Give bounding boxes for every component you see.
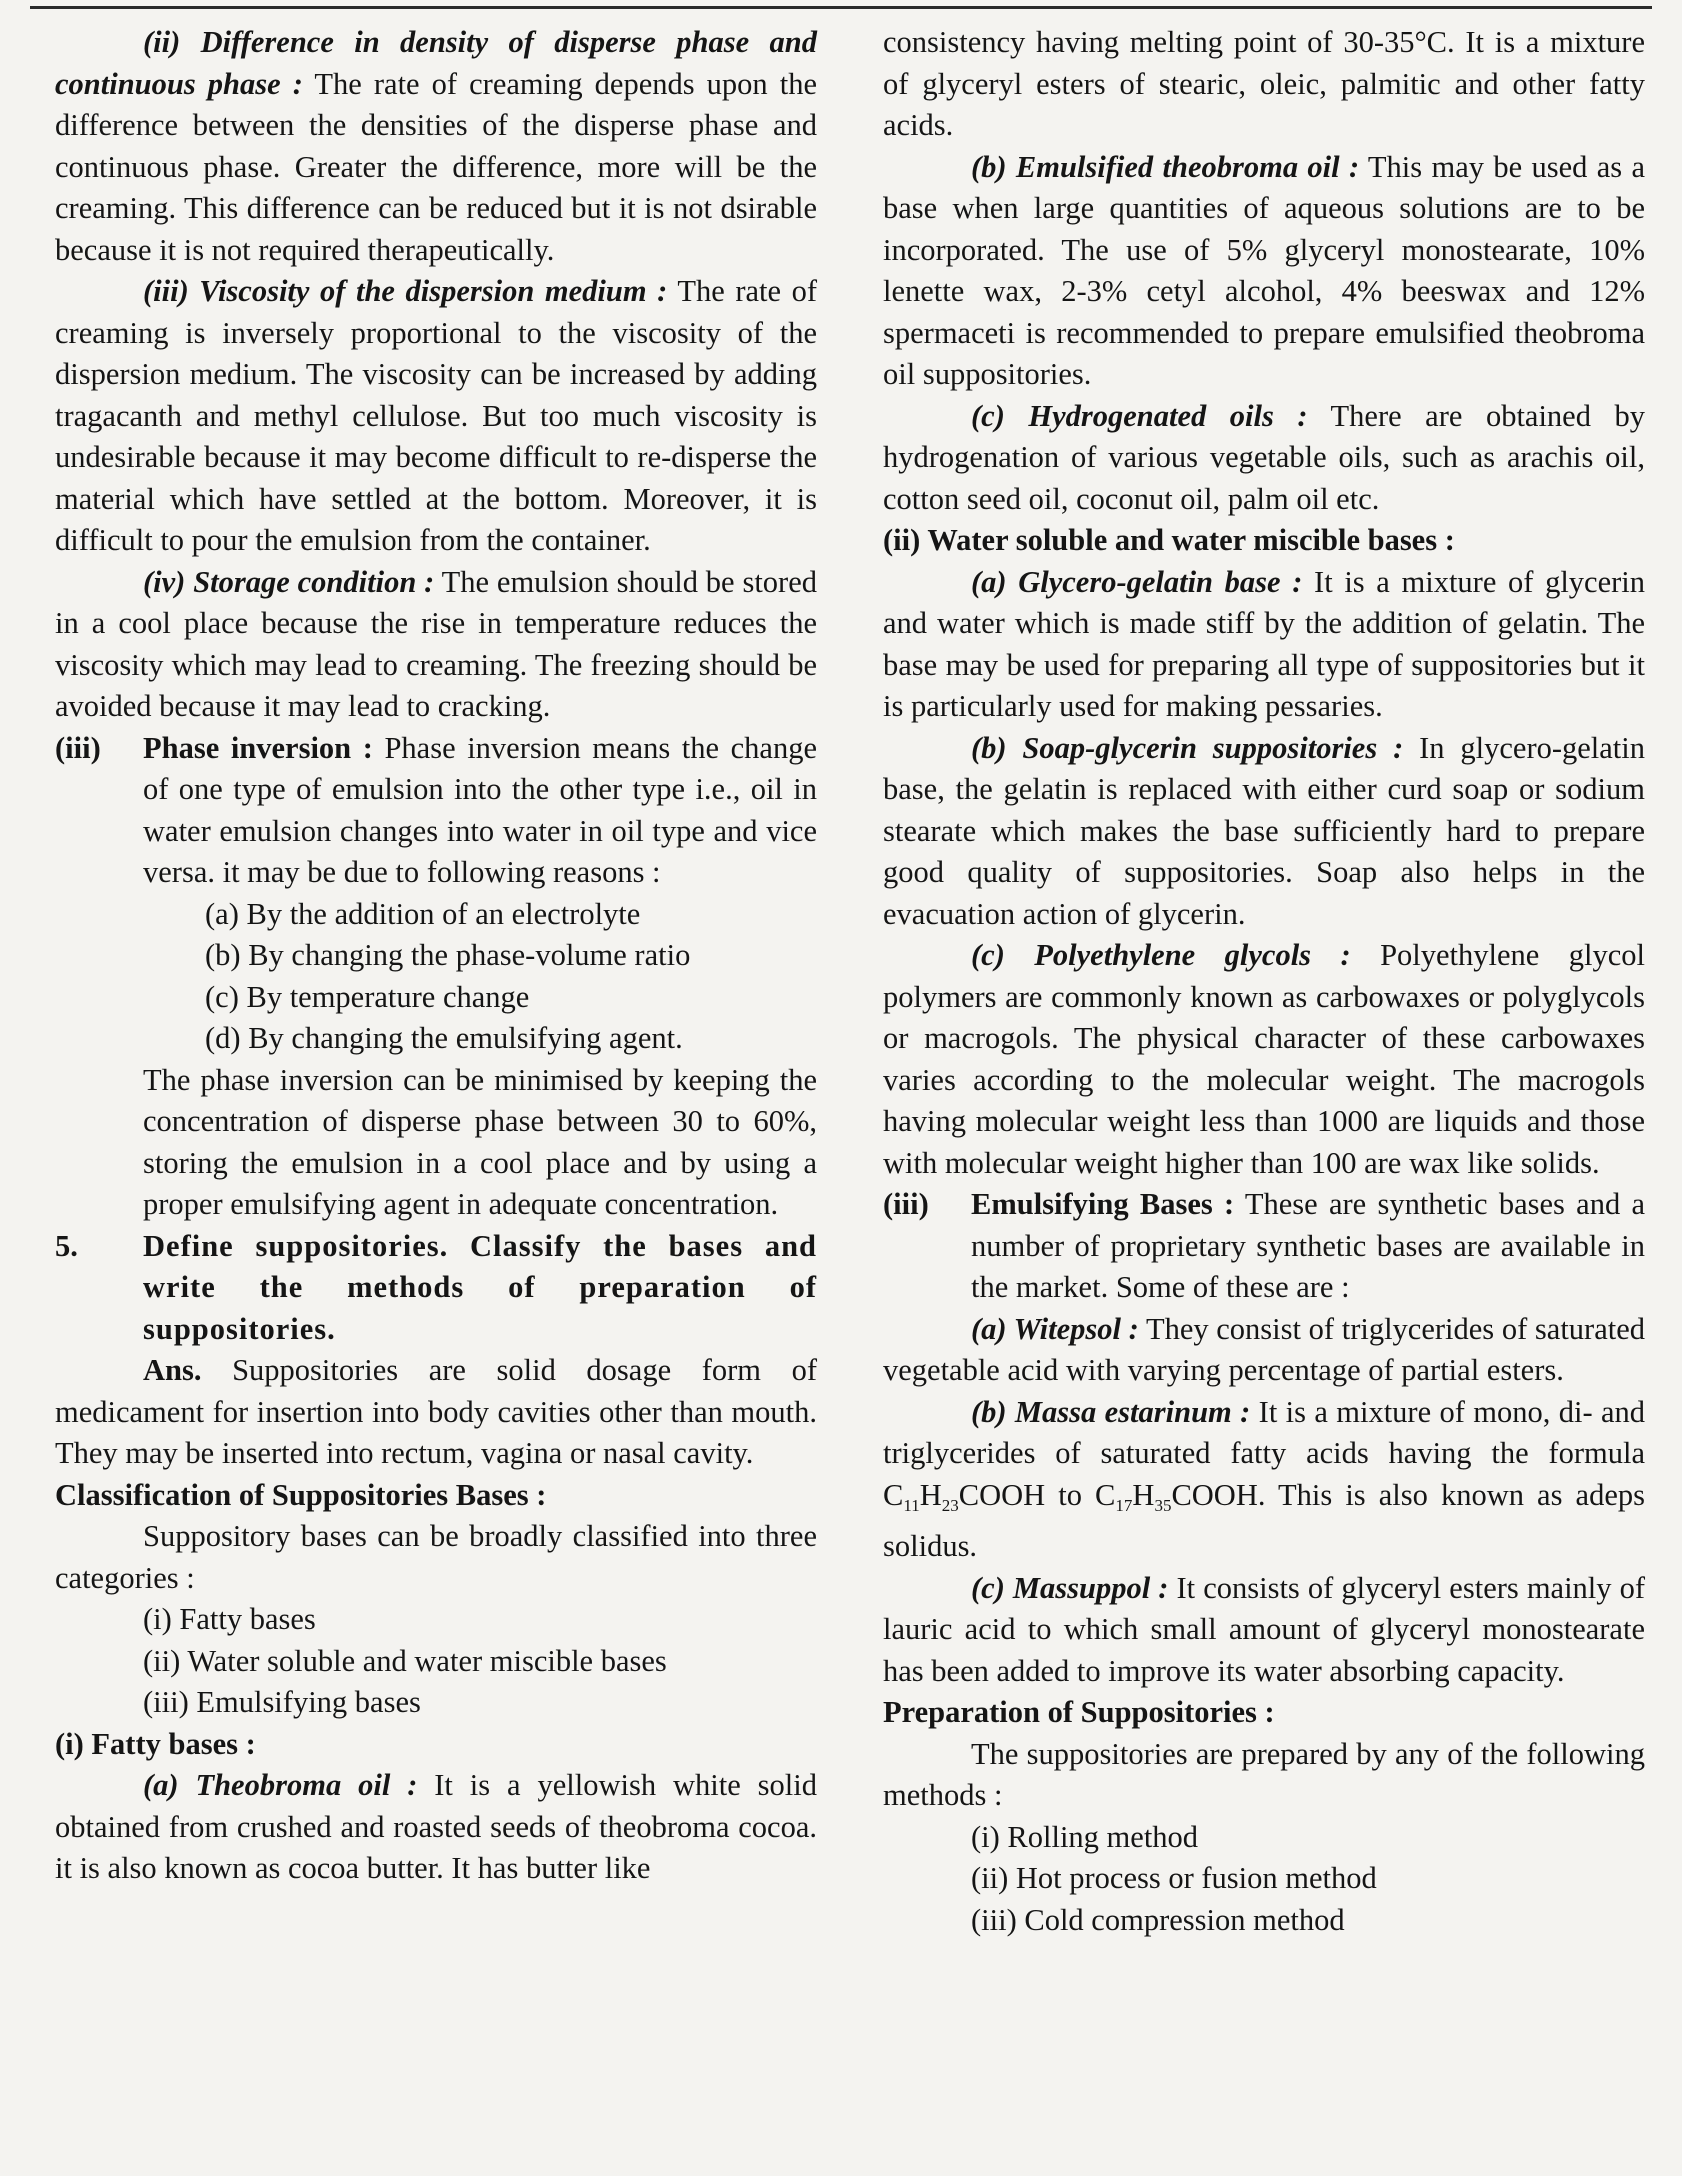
list-item: (ii) Water soluble and water miscible bases: [143, 1643, 667, 1678]
classification-heading: Classification of Suppositories Bases :: [55, 1477, 547, 1512]
glycero-heading: (a) Glycero-gelatin base :: [971, 564, 1303, 599]
classification-text: Suppository bases can be broadly classified into three categories :: [55, 1519, 817, 1595]
list-item: (i) Rolling method: [971, 1819, 1199, 1854]
glycero-paragraph: [883, 562, 1645, 728]
fatty-bases-heading: (i) Fatty bases :: [55, 1726, 256, 1761]
emulsifying-text: These are synthetic bases and a number of proprietary synthetic bases are available in the market. Some of these are :: [971, 1187, 1645, 1304]
water-bases-heading: (ii) Water soluble and water miscible bases :: [883, 523, 1455, 557]
emulsified-text: This may be used as a base when large quantities of aqueous solutions are to be incorporated. The use of 5% glyceryl monostearate, 10% lenette wax, 2-3% cetyl alcohol, 4% beeswax and 12% spermaceti is recommended to prepare emulsified theobroma oil suppositories.: [883, 149, 1646, 391]
answer-paragraph: [55, 1350, 817, 1475]
hydrogenated-text: There are obtained by hydrogenation of various vegetable oils, such as arachis oil, cotton seed oil, coconut oil, palm oil etc.: [883, 398, 1645, 516]
massa-text-end: COOH. This is also known as adeps solidus.: [883, 1477, 1645, 1563]
witepsol-heading: (a) Witepsol :: [971, 1311, 1139, 1346]
list-item: (i) Fatty bases: [143, 1602, 316, 1636]
peg-text: Polyethylene glycol polymers are commonly known as carbowaxes or polyglycols or macrogols. The physical character of these carbowaxes varies according to the molecular weight. The macrogols having molecular weight less than 1000 are liquids and those with molecular weight higher than 100 are wax like solids.: [883, 938, 1645, 1180]
page: [55, 22, 1645, 2162]
density-paragraph: [55, 22, 817, 271]
list-item: (b) By changing the phase-volume ratio: [205, 938, 691, 972]
massuppol-text: It consists of glyceryl esters mainly of lauric acid to which small amount of glyceryl monostearate has been added to improve its water absorbing capacity.: [883, 1570, 1645, 1688]
list-item: (iii) Cold compression method: [971, 1902, 1345, 1937]
soap-text: In glycero-gelatin base, the gelatin is replaced with either curd soap or sodium stearate which makes the base sufficiently hard to prepare good quality of suppositories. Soap also helps in the evacuation action of glycerin.: [883, 730, 1646, 931]
phase-inversion-text: Phase inversion means the change of one type of emulsion into the other type i.e., oil in water emulsion changes into water in oil type and vice versa. it may be due to following reasons :: [143, 730, 817, 889]
massa-heading: (b) Massa estarinum :: [971, 1394, 1251, 1429]
storage-heading: (iv) Storage condition :: [143, 564, 435, 599]
base-categories: [55, 1599, 817, 1724]
list-item: (c) By temperature change: [205, 979, 530, 1014]
phase-inversion-reasons: [143, 894, 817, 1060]
answer-text: Suppositories are solid dosage form of medicament for insertion into body cavities other than mouth. They may be inserted into rectum, vagina or nasal cavity.: [55, 1353, 817, 1470]
emulsifying-section: [883, 1184, 1645, 1309]
storage-text: The emulsion should be stored in a cool place because the rise in temperature reduces the viscosity which may lead to creaming. The freezing should be avoided because it may lead to cracking.: [55, 564, 817, 723]
phase-inversion-minimise: The phase inversion can be minimised by keeping the concentration of disperse phase between 30 to 60%, storing the emulsion in a cool place and by using a proper emulsifying agent in adequate concentration.: [143, 1062, 817, 1221]
theobroma-heading: (a) Theobroma oil :: [143, 1768, 418, 1802]
theobroma-text: It is a yellowish white solid obtained from crushed and roasted seeds of theobroma cocoa. it is also known as cocoa butter. It has butter like: [55, 1768, 817, 1885]
witepsol-text: They consist of triglycerides of saturated vegetable acid with varying percentage of partial esters.: [883, 1311, 1645, 1387]
density-heading: (ii) Difference in density of disperse phase and continuous phase :: [55, 25, 817, 101]
list-item: (a) By the addition of an electrolyte: [205, 896, 641, 931]
preparation-methods: [883, 1817, 1645, 1942]
phase-inversion-number: (iii): [55, 730, 101, 765]
formula-part: H: [1132, 1477, 1155, 1512]
formula-part: H: [919, 1477, 942, 1512]
question-number: 5.: [55, 1228, 78, 1263]
question-5: [55, 1226, 817, 1351]
theobroma-continued: consistency having melting point of 30-35°C. It is a mixture of glyceryl esters of stearic, oleic, palmitic and other fatty acids.: [883, 25, 1645, 142]
viscosity-paragraph: [55, 271, 817, 562]
soap-heading: (b) Soap-glycerin suppositories :: [971, 730, 1404, 765]
answer-label: Ans.: [143, 1353, 202, 1387]
massuppol-heading: (c) Massuppol :: [971, 1570, 1169, 1605]
hydrogenated-paragraph: [883, 396, 1645, 521]
emulsified-paragraph: [883, 147, 1645, 396]
theobroma-paragraph: [55, 1765, 817, 1890]
emulsifying-number: (iii): [883, 1187, 929, 1221]
hydrogenated-heading: (c) Hydrogenated oils :: [971, 398, 1308, 433]
formula-subscript: 11: [903, 1495, 920, 1515]
peg-heading: (c) Polyethylene glycols :: [971, 938, 1351, 972]
top-rule: [30, 6, 1652, 9]
witepsol-paragraph: [883, 1309, 1645, 1392]
phase-inversion-paragraph: [143, 728, 817, 894]
phase-inversion-heading: Phase inversion :: [143, 730, 373, 765]
right-column: [883, 22, 1645, 2162]
massa-text: It is a mixture of mono, di- and triglycerides of saturated fatty acids having the formula C: [883, 1394, 1645, 1512]
massa-paragraph: [883, 1392, 1645, 1568]
viscosity-heading: (iii) Viscosity of the dispersion medium :: [143, 274, 668, 308]
phase-inversion-section: [55, 728, 817, 1226]
soap-paragraph: [883, 728, 1645, 936]
emulsified-heading: (b) Emulsified theobroma oil :: [971, 149, 1360, 184]
formula-subscript: 17: [1115, 1495, 1133, 1515]
massuppol-paragraph: [883, 1568, 1645, 1693]
formula-subscript: 23: [941, 1495, 959, 1515]
list-item: (d) By changing the emulsifying agent.: [205, 1021, 683, 1055]
density-text: The rate of creaming depends upon the difference between the densities of the disperse phase and continuous phase. Greater the difference, more will be the creaming. This difference can be reduced but it is not dsirable because it is not required therapeutically.: [55, 66, 817, 267]
storage-paragraph: [55, 562, 817, 728]
list-item: (iii) Emulsifying bases: [143, 1685, 421, 1719]
preparation-text: The suppositories are prepared by any of the following methods :: [883, 1736, 1645, 1812]
emulsifying-heading: Emulsifying Bases :: [971, 1187, 1235, 1221]
formula-part: COOH to C: [958, 1477, 1116, 1512]
list-item: (ii) Hot process or fusion method: [971, 1861, 1377, 1895]
peg-paragraph: [883, 935, 1645, 1184]
viscosity-text: The rate of creaming is inversely proportional to the viscosity of the dispersion medium. The viscosity can be increased by adding tragacanth and methyl cellulose. But too much viscosity is undesirable because it may become difficult to re-disperse the material which have settled at the bottom. Moreover, it is difficult to pour the emulsion from the container.: [55, 274, 817, 557]
question-text: Define suppositories. Classify the bases and write the methods of preparation of suppositories.: [143, 1228, 817, 1346]
left-column: [55, 22, 817, 2162]
formula-subscript: 35: [1154, 1495, 1172, 1515]
glycero-text: It is a mixture of glycerin and water which is made stiff by the addition of gelatin. The base may be used for preparing all type of suppositories but it is particularly used for making pessaries.: [883, 564, 1645, 723]
preparation-heading: Preparation of Suppositories :: [883, 1695, 1275, 1729]
emulsifying-paragraph: [971, 1184, 1645, 1309]
